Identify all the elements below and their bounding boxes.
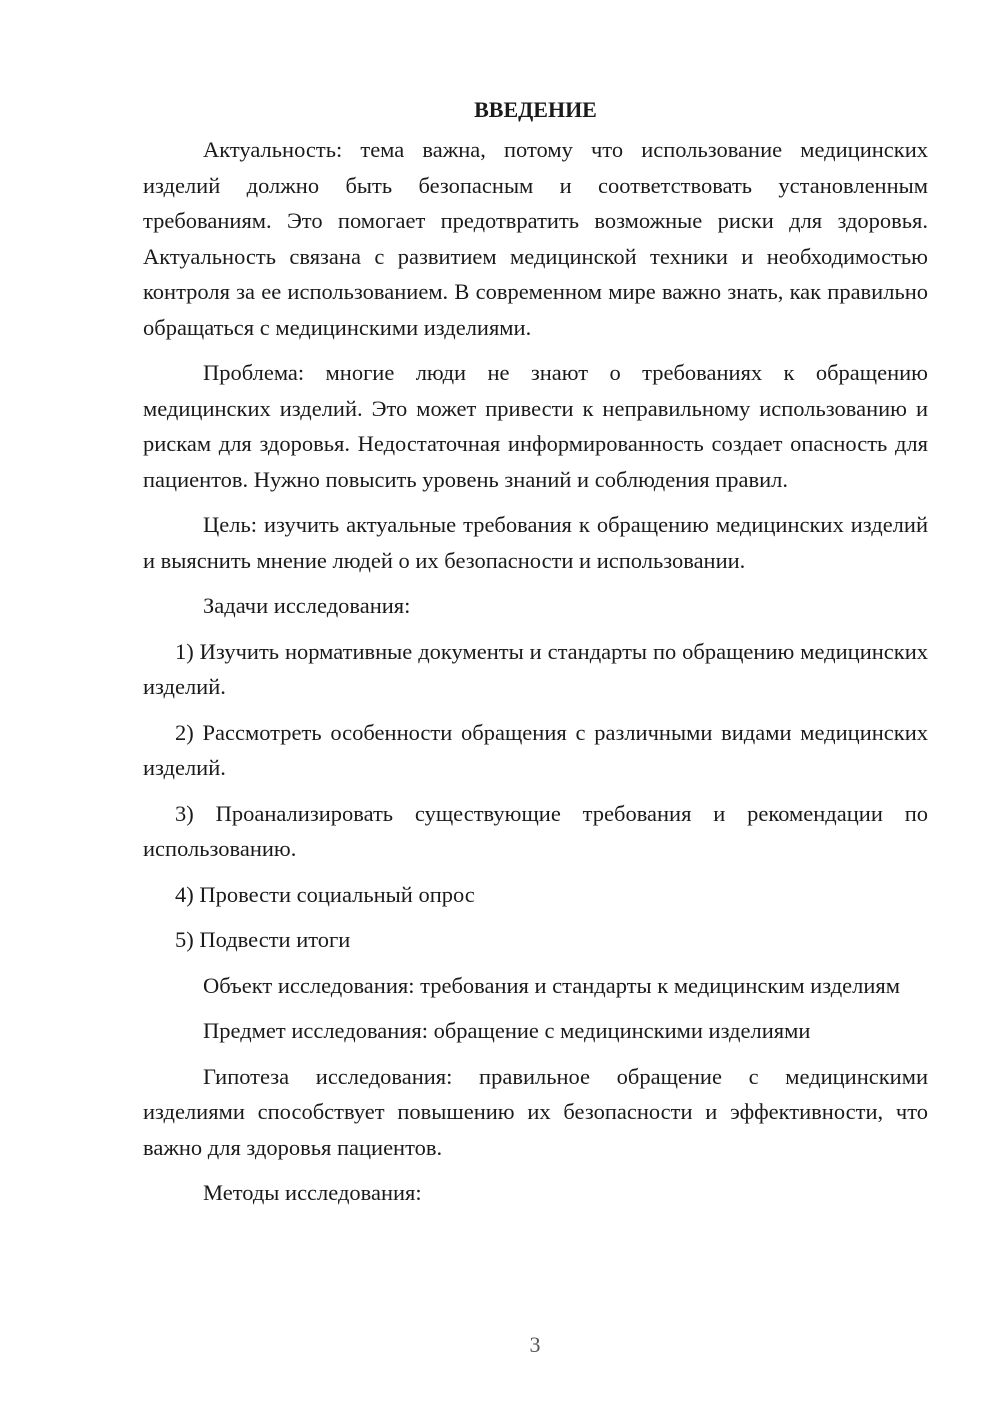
page-number: 3 [529,1332,541,1357]
methods-heading: Методы исследования: [203,1180,422,1205]
relevance-paragraph: Актуальность: тема важна, потому что использование медицинских изделий должно быть безопасным и соответствовать установленным требованиям. Это помогает предотвратить возможные риски для здоровья. Актуальность связана с развитием медицинской техники и необходимостью контроля за ее использованием. В современном мире важно знать, как правильно обращаться с медицинскими изделиями. [143,137,928,340]
task-item-5: 5) Подвести итоги [175,927,351,952]
goal-paragraph: Цель: изучить актуальные требования к обращению медицинских изделий и выяснить мнение людей о их безопасности и использовании. [143,512,928,573]
subject-paragraph: Предмет исследования: обращение с медицинскими изделиями [203,1018,811,1043]
object-paragraph: Объект исследования: требования и стандарты к медицинским изделиям [203,972,900,998]
hypothesis-paragraph: Гипотеза исследования: правильное обращение с медицинскими изделиями способствует повышению их безопасности и эффективности, что важно для здоровья пациентов. [143,1063,928,1160]
task-item-1: 1) Изучить нормативные документы и стандарты по обращению медицинских изделий. [143,638,928,699]
tasks-heading: Задачи исследования: [203,593,411,618]
tasks-list [143,634,928,958]
task-item-3: 3) Проанализировать существующие требования и рекомендации по использованию. [143,800,928,861]
task-item-4: 4) Провести социальный опрос [175,881,475,907]
document-page [143,92,928,1221]
task-item-2: 2) Рассмотреть особенности обращения с различными видами медицинских изделий. [143,719,928,780]
section-title: ВВЕДЕНИЕ [474,97,597,122]
problem-paragraph: Проблема: многие люди не знают о требованиях к обращению медицинских изделий. Это может привести к неправильному использованию и рискам для здоровья. Недостаточная информированность создает опасность для пациентов. Нужно повысить уровень знаний и соблюдения правил. [143,360,928,492]
